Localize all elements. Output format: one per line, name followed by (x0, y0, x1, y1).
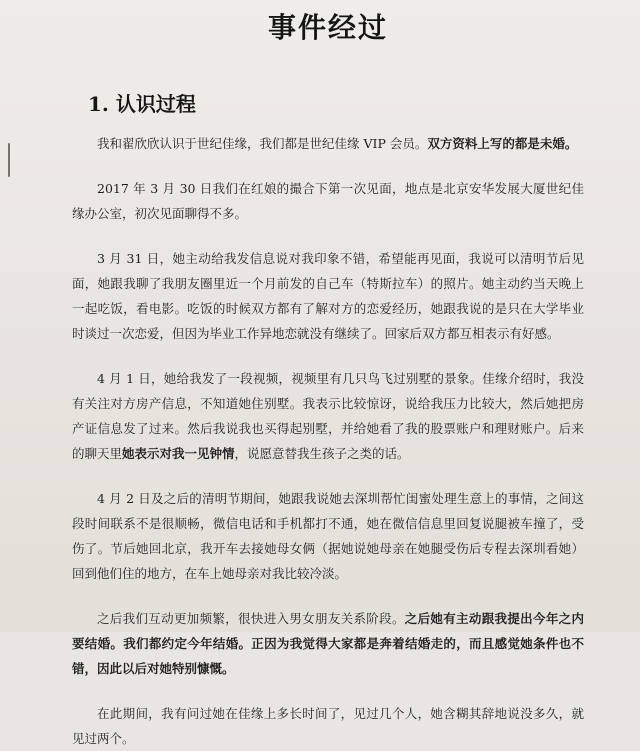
paragraph-text: 4 月 1 日，她给我发了一段视频，视频里有几只鸟飞过别墅的景象。佳缘介绍时，我没有关注对方房产信息，不知道她住别墅。我表示比较惊讶，说给我压力比较大，然后她把房产证信息发了过来。然后我说我也买得起别墅，并给她看了我的股票账户和理财账户。后来的聊天里 (72, 371, 584, 461)
paragraph-1 (72, 131, 584, 156)
section-heading: 1. 认识过程 (88, 92, 196, 116)
paragraph-bold-text: 之后她有主动跟我提出今年之内要结婚。我们都约定今年结婚。正因为我觉得大家都是奔着结婚走的，而且感觉她条件也不错，因此以后对她特别慷慨。 (72, 611, 584, 676)
paragraph-text: 之后我们互动更加频繁，很快进入男女朋友关系阶段。 (97, 611, 405, 626)
paragraph-bold-text: 双方资料上写的都是未婚。 (427, 136, 578, 151)
paragraph-2 (72, 176, 584, 226)
paragraph-text: 3 月 31 日，她主动给我发信息说对我印象不错，希望能再见面，我说可以清明节后见面，她跟我聊了我朋友圈里近一个月前发的自己车（特斯拉车）的照片。她主动约当天晚上一起吃饭，看电影。吃饭的时候双方都有了解对方的恋爱经历，她跟我说的是只在大学毕业时谈过一次恋爱，但因为毕业工作异地恋就没有继续了。回家后双方都互相表示有好感。 (72, 251, 584, 341)
paragraph-7 (72, 701, 584, 751)
paragraph-text: 在此期间，我有问过她在佳缘上多长时间了，见过几个人，她含糊其辞地说没多久，就见过两个。 (72, 706, 584, 746)
paragraph-3 (72, 246, 584, 346)
paragraph-4 (72, 366, 584, 466)
paragraph-text: 2017 年 3 月 30 日我们在红娘的撮合下第一次见面，地点是北京安华发展大厦世纪佳缘办公室，初次见面聊得不多。 (72, 181, 584, 221)
document-title: 事件经过 (267, 11, 388, 44)
paragraph-text: 4 月 2 日及之后的清明节期间，她跟我说她去深圳帮忙闺蜜处理生意上的事情，之间这段时间联系不是很顺畅，微信电话和手机都打不通，她在微信信息里回复说腿被车撞了，受伤了。节后她回北京，我开车去接她母女俩（据她说她母亲在她腿受伤后专程去深圳看她）回到他们住的地方，在车上她母亲对我比较冷淡。 (72, 491, 584, 581)
binding-mark (8, 143, 10, 177)
paragraph-text-after: ，说愿意替我生孩子之类的话。 (234, 446, 410, 461)
paragraph-5 (72, 486, 584, 586)
paragraph-bold-text: 她表示对我一见钟情 (122, 446, 235, 461)
paragraph-text: 我和翟欣欣认识于世纪佳缘，我们都是世纪佳缘 VIP 会员。 (97, 136, 428, 151)
paragraph-6 (72, 606, 584, 681)
